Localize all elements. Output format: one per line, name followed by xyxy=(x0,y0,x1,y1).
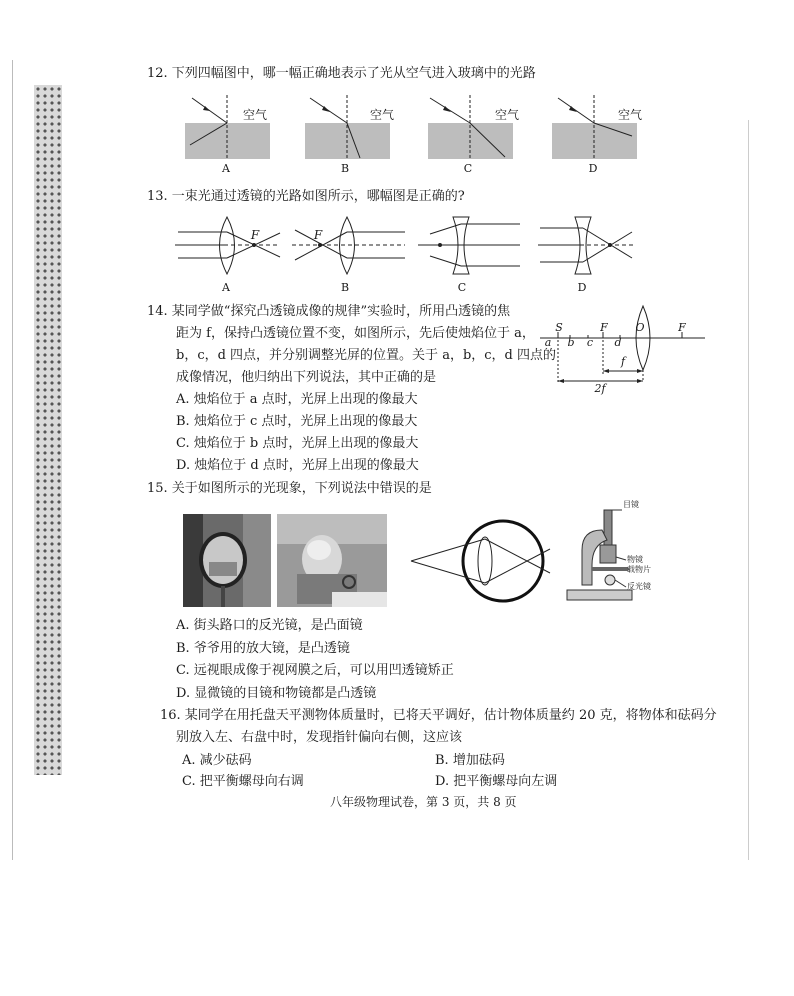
q14-label-d: d xyxy=(614,336,622,349)
binding-pattern-strip xyxy=(34,85,62,775)
q12-option-c: C xyxy=(463,162,473,175)
question-12-stem: 12. 下列四幅图中，哪一幅正确地表示了光从空气进入玻璃中的光路 xyxy=(147,66,536,81)
eye-diagram xyxy=(408,517,553,605)
q14-label-f2: F xyxy=(678,321,686,334)
q14-option-b: B. 烛焰位于 c 点时，光屏上出现的像最大 xyxy=(176,414,418,429)
question-15-stem: 15. 关于如图所示的光现象，下列说法中错误的是 xyxy=(147,481,432,496)
q12-option-a: A xyxy=(222,162,230,175)
q13-lens-figures xyxy=(170,212,640,282)
q14-label-f1: F xyxy=(600,321,608,334)
q14-lens-axis-figure xyxy=(535,302,710,397)
q14-option-a: A. 烛焰位于 a 点时，光屏上出现的像最大 xyxy=(176,392,418,407)
q12-air-label-b: 空气 xyxy=(370,108,395,122)
q14-label-a: a xyxy=(544,336,552,349)
question-14-stem-line3: b，c，d 四点，并分别调整光屏的位置。关于 a，b，c，d 四点的 xyxy=(176,348,556,363)
question-16-stem-line2: 别放入左、右盘中时，发现指针偏向右侧，这应该 xyxy=(176,730,463,745)
q13-figure-a xyxy=(175,217,280,274)
q12-option-b: B xyxy=(340,162,350,175)
q14-label-o: O xyxy=(635,321,645,334)
q13-option-c: C xyxy=(457,281,467,294)
question-16-stem-line1: 16. 某同学在用托盘天平测物体质量时，已将天平调好，估计物体质量约 20 克，将物体和砝码分 xyxy=(160,708,717,723)
q14-label-c: c xyxy=(586,336,594,349)
q14-label-f: f xyxy=(620,355,626,368)
q13-figure-c xyxy=(418,217,520,274)
q15-option-b: B. 爷爷用的放大镜，是凸透镜 xyxy=(176,641,350,656)
convex-mirror-photo xyxy=(183,514,271,607)
q12-air-label-d: 空气 xyxy=(618,108,643,122)
q13-option-a: A xyxy=(222,281,230,294)
question-13-stem: 13. 一束光通过透镜的光路如图所示，哪幅图是正确的? xyxy=(147,189,465,204)
q15-option-d: D. 显微镜的目镜和物镜都是凸透镜 xyxy=(176,686,377,701)
q13-focus-label-b: F xyxy=(313,228,323,242)
q13-figure-b xyxy=(292,217,405,274)
scan-edge-line xyxy=(12,60,13,860)
magnifier-photo xyxy=(277,514,387,607)
q15-option-a: A. 街头路口的反光镜，是凸面镜 xyxy=(176,618,363,633)
page-footer: 八年级物理试卷，第 3 页，共 8 页 xyxy=(330,795,517,809)
q13-option-b: B xyxy=(340,281,350,294)
q14-option-d: D. 烛焰位于 d 点时，光屏上出现的像最大 xyxy=(176,458,419,473)
q12-air-label-c: 空气 xyxy=(495,108,520,122)
q16-option-c: C. 把平衡螺母向右调 xyxy=(182,774,304,789)
microscope-label-eyepiece: 目镜 xyxy=(623,500,639,509)
q14-label-b: b xyxy=(567,336,575,349)
q16-option-a: A. 减少砝码 xyxy=(182,753,252,768)
question-14-stem-line2: 距为 f，保持凸透镜位置不变，如图所示，先后使烛焰位于 a， xyxy=(176,326,535,341)
q15-option-c: C. 远视眼成像于视网膜之后，可以用凹透镜矫正 xyxy=(176,663,454,678)
q13-figure-d xyxy=(538,217,635,274)
q16-option-d: D. 把平衡螺母向左调 xyxy=(435,774,558,789)
q12-option-d: D xyxy=(588,162,598,175)
microscope-label-mirror: 反光镜 xyxy=(627,582,651,591)
microscope-label-objective: 物镜 xyxy=(627,555,643,564)
q12-refraction-figures xyxy=(180,90,650,165)
question-14-stem-line1: 14. 某同学做“探究凸透镜成像的规律”实验时，所用凸透镜的焦 xyxy=(147,304,511,319)
q12-air-label-a: 空气 xyxy=(243,108,268,122)
microscope-label-slide: 载物片 xyxy=(627,565,651,574)
q14-label-s: S xyxy=(555,321,563,334)
q14-option-c: C. 烛焰位于 b 点时，光屏上出现的像最大 xyxy=(176,436,419,451)
q13-focus-label-a: F xyxy=(250,228,260,242)
q16-option-b: B. 增加砝码 xyxy=(435,753,505,768)
scan-edge-line xyxy=(748,120,749,860)
question-14-stem-line4: 成像情况，他归纳出下列说法，其中正确的是 xyxy=(176,370,437,385)
q13-option-d: D xyxy=(577,281,587,294)
q14-label-2f: 2f xyxy=(594,382,606,395)
